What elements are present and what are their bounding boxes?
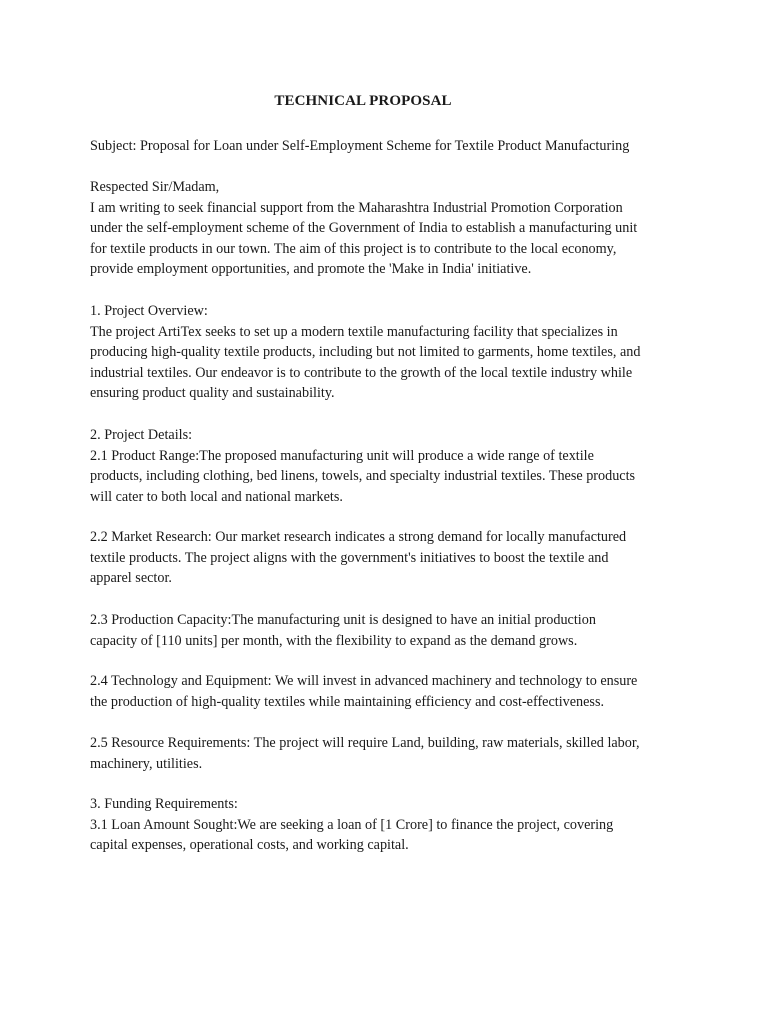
paragraph-line: ensuring product quality and sustainability. (90, 385, 335, 402)
intro-line: provide employment opportunities, and promote the 'Make in India' initiative. (90, 261, 532, 278)
paragraph-line: 2.1 Product Range:The proposed manufacturing unit will produce a wide range of textile (90, 447, 594, 464)
subsection-technology (90, 671, 690, 712)
paragraph-line: products, including clothing, bed linens, towels, and specialty industrial textiles. These products (90, 468, 636, 485)
section-project-overview (90, 301, 690, 404)
intro-line: under the self-employment scheme of the Government of India to establish a manufacturing unit (90, 220, 638, 237)
paragraph-line: apparel sector. (90, 570, 172, 587)
subsection-resources (90, 733, 690, 774)
paragraph-line: machinery, utilities. (90, 755, 203, 772)
paragraph-line: 3.1 Loan Amount Sought:We are seeking a loan of [1 Crore] to finance the project, covering (90, 816, 614, 833)
subsection-production-capacity (90, 610, 690, 651)
subsection-market-research (90, 527, 690, 589)
paragraph-line: 2.4 Technology and Equipment: We will invest in advanced machinery and technology to ensure (90, 673, 638, 689)
paragraph-line: will cater to both local and national markets. (90, 488, 343, 505)
paragraph-line: capacity of [110 units] per month, with the flexibility to expand as the demand grows. (90, 632, 578, 649)
paragraph-line: 2.5 Resource Requirements: The project will require Land, building, raw materials, skilled labor, (90, 735, 640, 751)
paragraph-line: capital expenses, operational costs, and working capital. (90, 837, 409, 854)
paragraph-line: 2.3 Production Capacity:The manufacturing unit is designed to have an initial production (90, 612, 596, 628)
paragraph-line: textile products. The project aligns with the government's initiatives to boost the textile and (90, 549, 609, 566)
document-title: TECHNICAL PROPOSAL (274, 93, 452, 109)
salutation: Respected Sir/Madam, (90, 179, 220, 195)
paragraph-line: producing high-quality textile products, including but not limited to garments, home textiles, and (90, 344, 641, 361)
section-heading: 1. Project Overview: (90, 303, 208, 319)
section-funding-requirements (90, 794, 690, 856)
section-heading: 2. Project Details: (90, 427, 193, 443)
paragraph-line: the production of high-quality textiles while maintaining efficiency and cost-effectiveness. (90, 693, 605, 710)
paragraph-line: industrial textiles. Our endeavor is to contribute to the growth of the local textile industry while (90, 364, 633, 381)
subject-line: Subject: Proposal for Loan under Self-Employment Scheme for Textile Product Manufacturing (90, 138, 630, 154)
section-heading: 3. Funding Requirements: (90, 796, 238, 812)
intro-block (90, 177, 690, 280)
intro-line: for textile products in our town. The aim of this project is to contribute to the local economy, (90, 240, 617, 257)
section-project-details (90, 425, 690, 507)
paragraph-line: The project ArtiTex seeks to set up a modern textile manufacturing facility that specializes in (90, 323, 618, 340)
paragraph-line: 2.2 Market Research: Our market research indicates a strong demand for locally manufactured (90, 529, 627, 545)
intro-line: I am writing to seek financial support from the Maharashtra Industrial Promotion Corporation (90, 199, 623, 216)
